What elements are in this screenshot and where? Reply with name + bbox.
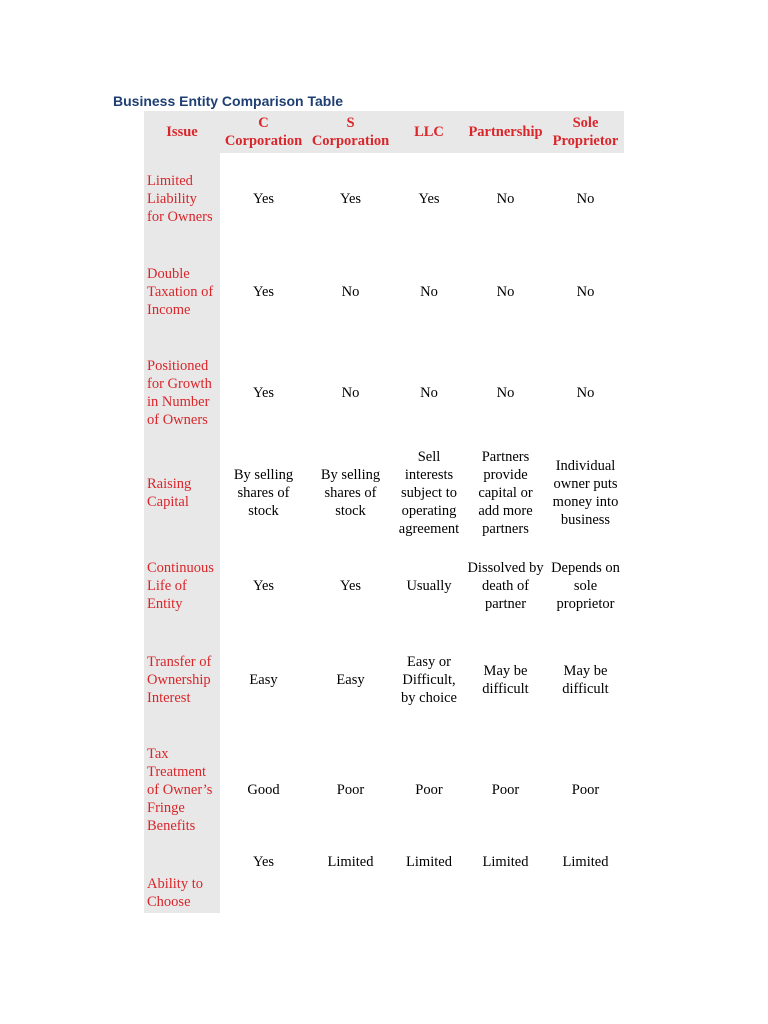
header-issue: Issue (144, 111, 220, 153)
issue-cell: Limited Liability for Owners (144, 153, 220, 245)
table-row (144, 447, 624, 539)
issue-cell: Tax Treatment of Owner’s Fringe Benefits (144, 727, 220, 853)
value-cell: Good (247, 782, 280, 798)
table-row (144, 727, 624, 853)
value-cell: Yes (418, 191, 440, 207)
issue-cell: Positioned for Growth in Number of Owners (144, 339, 220, 447)
issue-cell: Raising Capital (144, 447, 220, 539)
value-cell: By selling shares of stock (320, 467, 381, 519)
header-sole-proprietor: Sole Proprietor (547, 111, 624, 153)
value-cell: Partners provide capital or add more partners (478, 449, 533, 537)
value-cell: Poor (491, 782, 520, 798)
value-cell: No (420, 284, 438, 300)
value-cell: Yes (252, 854, 275, 870)
value-cell: Limited (406, 854, 452, 870)
value-cell: Poor (415, 782, 443, 798)
value-cell: No (341, 385, 360, 401)
value-cell: Yes (252, 191, 275, 207)
value-cell: Poor (336, 782, 365, 798)
value-cell: No (576, 191, 595, 207)
header-s-corporation: S Corporation (307, 111, 394, 153)
value-cell: No (496, 191, 515, 207)
issue-cell: Continuous Life of Entity (144, 539, 220, 632)
table-row (144, 339, 624, 447)
issue-cell: Transfer of Ownership Interest (144, 632, 220, 727)
value-cell: Yes (252, 577, 275, 594)
header-partnership: Partnership (464, 111, 547, 153)
comparison-table (144, 111, 624, 913)
value-cell: Limited (562, 854, 609, 870)
value-cell: Dissolved by death of partner (467, 559, 544, 612)
table-row (144, 245, 624, 339)
issue-cell: Ability to Choose (144, 853, 220, 913)
value-cell: Easy (249, 671, 278, 688)
table-row (144, 153, 624, 245)
value-cell: Easy (336, 671, 365, 688)
value-cell: No (576, 284, 595, 300)
value-cell: No (496, 284, 515, 300)
table-row (144, 539, 624, 632)
header-llc: LLC (394, 111, 464, 153)
value-cell: Easy or Difficult, by choice (401, 653, 457, 706)
value-cell: Limited (482, 854, 529, 870)
header-row (144, 111, 624, 153)
value-cell: Yes (339, 191, 362, 207)
table-row (144, 632, 624, 727)
value-cell: Usually (406, 577, 452, 594)
value-cell: No (341, 284, 360, 300)
value-cell: Individual owner puts money into business (552, 458, 619, 528)
value-cell: May be difficult (562, 662, 609, 697)
value-cell: May be difficult (482, 662, 529, 697)
value-cell: Sell interests subject to operating agreement (398, 449, 460, 537)
value-cell: Limited (327, 854, 374, 870)
value-cell: Depends on sole proprietor (551, 559, 620, 612)
value-cell: Poor (571, 782, 600, 798)
value-cell: No (420, 385, 438, 401)
header-c-corporation: C Corporation (220, 111, 307, 153)
table-title: Business Entity Comparison Table (113, 93, 344, 109)
value-cell: No (576, 385, 595, 401)
table-row (144, 853, 624, 913)
value-cell: By selling shares of stock (233, 467, 294, 519)
value-cell: Yes (339, 577, 362, 594)
value-cell: No (496, 385, 515, 401)
value-cell: Yes (252, 385, 275, 401)
value-cell: Yes (252, 284, 275, 300)
issue-cell: Double Taxation of Income (144, 245, 220, 339)
